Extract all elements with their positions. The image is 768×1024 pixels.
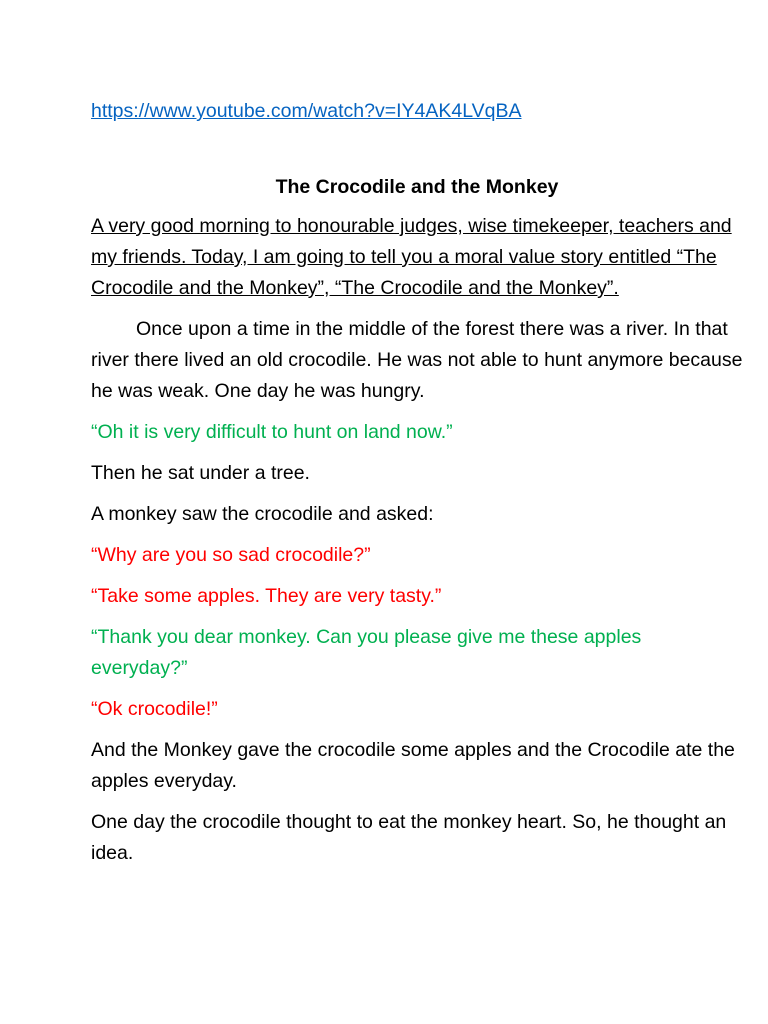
crocodile-dialogue: “Oh it is very difficult to hunt on land now.” xyxy=(91,421,453,443)
narration-line: Then he sat under a tree. xyxy=(91,462,310,484)
document-page xyxy=(91,96,743,879)
narration-line: One day the crocodile thought to eat the monkey heart. So, he thought an idea. xyxy=(91,811,727,864)
story-title: The Crocodile and the Monkey xyxy=(275,176,559,198)
intro-paragraph: A very good morning to honourable judges, wise timekeeper, teachers and my friends. Today, I am going to tell you a moral value story entitled “The Crocodile and the Monkey”, “The Crocodile and the Monkey”. xyxy=(91,215,732,299)
narration-line: And the Monkey gave the crocodile some apples and the Crocodile ate the apples everyday. xyxy=(91,739,735,792)
youtube-link[interactable]: https://www.youtube.com/watch?v=IY4AK4LVqBA xyxy=(91,100,522,122)
crocodile-dialogue: “Thank you dear monkey. Can you please give me these apples everyday?” xyxy=(91,626,642,679)
monkey-dialogue: “Ok crocodile!” xyxy=(91,698,218,720)
monkey-dialogue: “Why are you so sad crocodile?” xyxy=(91,544,371,566)
monkey-dialogue: “Take some apples. They are very tasty.” xyxy=(91,585,442,607)
story-paragraph: Once upon a time in the middle of the forest there was a river. In that river there lived an old crocodile. He was not able to hunt anymore because he was weak. One day he was hungry. xyxy=(91,318,743,402)
narration-line: A monkey saw the crocodile and asked: xyxy=(91,503,434,525)
